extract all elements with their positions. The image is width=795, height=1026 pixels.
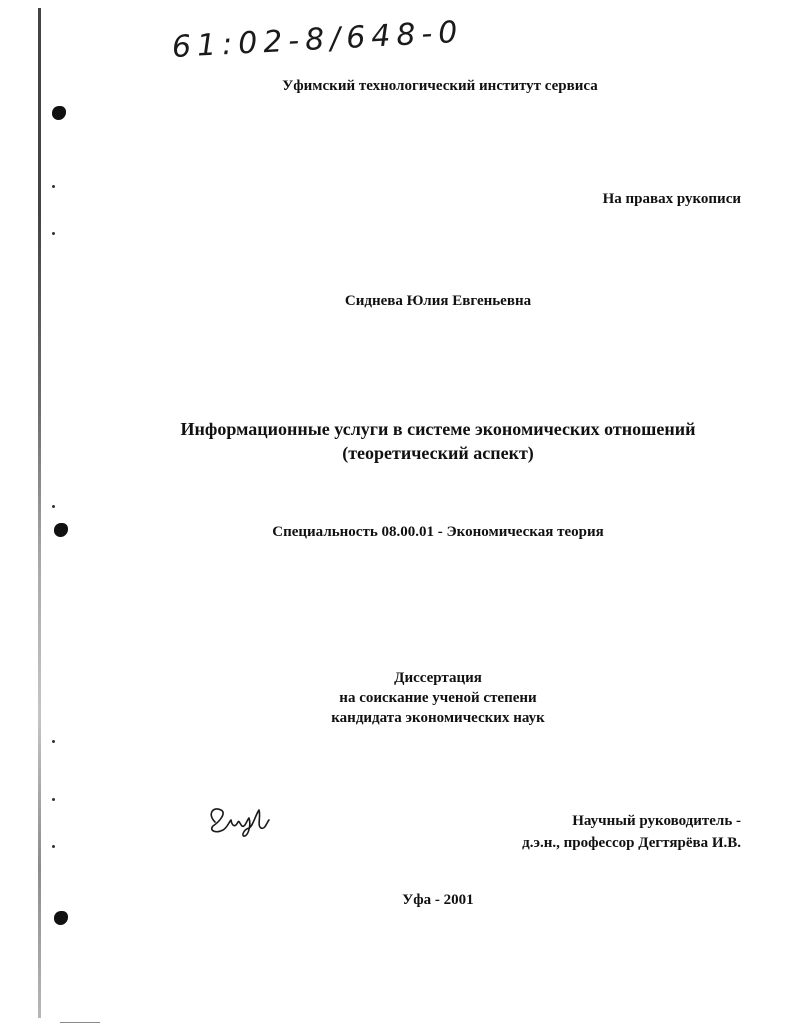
scan-margin-line [38, 8, 41, 1018]
author-name: Сиднева Юлия Евгеньевна [344, 293, 532, 309]
dissertation-line-3: кандидата экономических наук [331, 710, 545, 726]
scan-dot [52, 845, 55, 848]
specialty: Специальность 08.00.01 - Экономическая теория [272, 524, 604, 540]
supervisor-line-2: д.э.н., профессор Дегтярёва И.В. [522, 835, 741, 851]
title-line-1: Информационные услуги в системе экономических отношений [180, 419, 696, 439]
scan-blot [54, 911, 68, 925]
institute-name: Уфимский технологический институт сервиса [282, 78, 598, 94]
scan-dot [52, 232, 55, 235]
dissertation-line-2: на соискание ученой степени [339, 690, 537, 706]
scan-dot [52, 798, 55, 801]
archive-number: 61:02-8/648-0 [171, 14, 465, 65]
scan-blot [52, 106, 66, 120]
supervisor-line-1: Научный руководитель - [572, 813, 741, 829]
scan-rule [60, 1022, 100, 1023]
dissertation-line-1: Диссертация [394, 670, 482, 686]
city-year: Уфа - 2001 [402, 892, 474, 908]
manuscript-rights: На правах рукописи [602, 191, 741, 207]
scan-dot [52, 505, 55, 508]
signature [205, 802, 271, 840]
dissertation-title [0, 417, 795, 465]
scan-dot [52, 185, 55, 188]
supervisor [522, 810, 741, 854]
dissertation-type [0, 668, 795, 728]
title-line-2: (теоретический аспект) [342, 443, 534, 463]
scan-dot [52, 740, 55, 743]
